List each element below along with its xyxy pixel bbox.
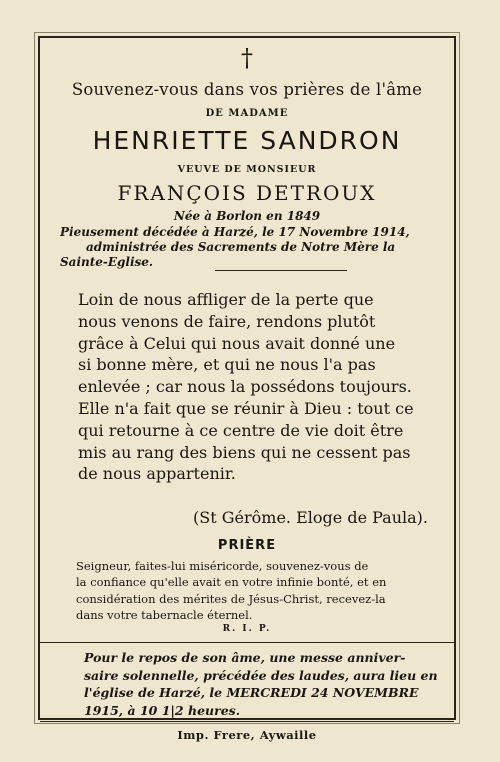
widow-of-label: VEUVE DE MONSIEUR [177, 164, 317, 175]
reflection-line: Loin de nous affliger de la perte que [78, 290, 374, 309]
mass-line: 1915, à 10 1|2 heures. [84, 702, 241, 718]
reflection-line: si bonne mère, et qui ne nous l'a pas [78, 355, 376, 375]
reflection-line: qui retourne à ce centre de vie doit être [78, 420, 404, 440]
deceased-name: HENRIETTE SANDRON [92, 126, 402, 155]
cross-icon: † [241, 44, 253, 72]
reflection-line: nous venons de faire, rendons plutôt [78, 311, 376, 331]
reflection-text [78, 289, 436, 485]
reflection-line: de nous appartenir. [78, 464, 236, 484]
death-info [60, 225, 440, 270]
divider [40, 721, 454, 722]
printer-credit: Imp. Frere, Aywaille [177, 728, 317, 742]
mass-line: saire solennelle, précédée des laudes, aura lieu en [84, 667, 438, 683]
prayer-line: la confiance qu'elle avait en votre infinie bonté, et en [76, 575, 387, 590]
divider [40, 642, 454, 643]
reflection-line: enlevée ; car nous la possédons toujours. [78, 377, 412, 397]
prayer-line: dans votre tabernacle éternel. [76, 607, 253, 622]
attribution: (St Gérôme. Eloge de Paula). [193, 508, 428, 527]
reflection-line: Elle n'a fait que se réunir à Dieu : tout ce [78, 398, 414, 418]
intro-text: Souvenez-vous dans vos prières de l'âme [71, 80, 423, 99]
mass-notice [84, 649, 438, 719]
divider [215, 270, 347, 271]
birth-info: Née à Borlon en 1849 [173, 209, 321, 223]
memorial-card [38, 36, 456, 742]
prayer-line: considération des mérites de Jésus-Christ, recevez-la [76, 591, 386, 606]
mass-line: l'église de Harzé, le MERCREDI 24 NOVEMBRE [84, 685, 419, 700]
reflection-line: grâce à Celui qui nous avait donné une [78, 333, 396, 353]
death-line: Sainte-Eglise. [60, 255, 154, 269]
death-line: administrée des Sacrements de Notre Mère la [86, 240, 396, 254]
husband-name: FRANÇOIS DETROUX [117, 181, 377, 205]
prayer-title: PRIÈRE [217, 538, 277, 553]
prayer-text [76, 558, 436, 623]
reflection-line: mis au rang des biens qui ne cessent pas [78, 442, 411, 462]
death-line: Pieusement décédée à Harzé, le 17 Novembre 1914, [60, 225, 410, 239]
rip-text: R. I. P. [222, 624, 272, 634]
prayer-line: Seigneur, faites-lui miséricorde, souvenez-vous de [76, 559, 369, 573]
mass-line: Pour le repos de son âme, une messe anniver- [84, 650, 406, 665]
title-prefix: DE MADAME [205, 108, 289, 119]
